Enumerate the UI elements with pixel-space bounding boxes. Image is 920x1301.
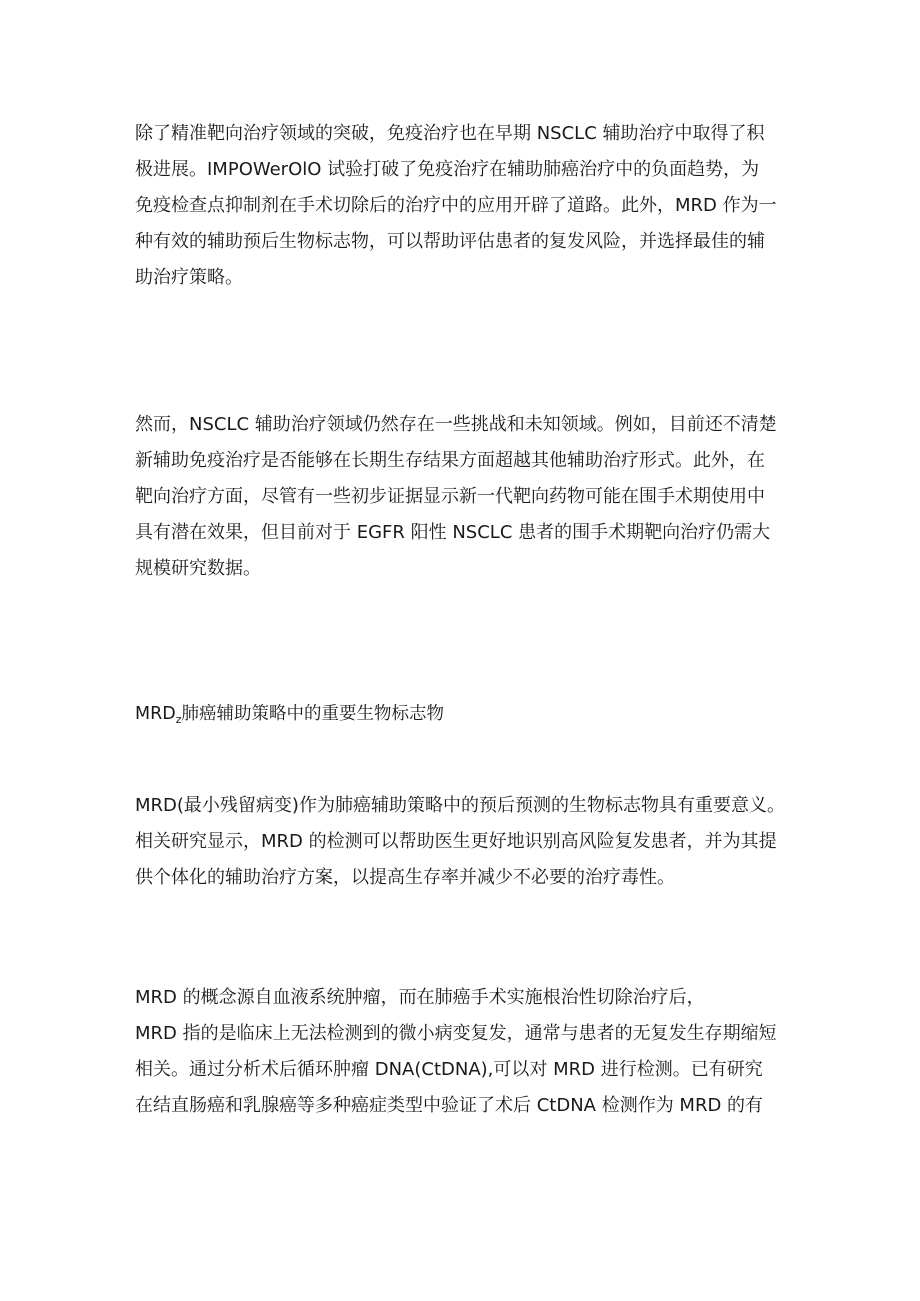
text-line: 极进展。IMPOWerOlO 试验打破了免疫治疗在辅助肺癌治疗中的负面趋势，为 [135, 159, 760, 180]
text-line: 种有效的辅助预后生物标志物，可以帮助评估患者的复发风险，并选择最佳的辅 [135, 231, 765, 252]
text-line: 在结直肠癌和乳腺癌等多种癌症类型中验证了术后 CtDNA 检测作为 MRD 的有 [135, 1095, 764, 1116]
text-line: MRD 指的是临床上无法检测到的微小病变复发，通常与患者的无复发生存期缩短 [135, 1023, 777, 1044]
text-line: 靶向治疗方面，尽管有一些初步证据显示新一代靶向药物可能在围手术期使用中 [135, 486, 765, 507]
text-line: 相关。通过分析术后循环肿瘤 DNA(CtDNA),可以对 MRD 进行检测。已有研究 [135, 1059, 763, 1080]
heading-subscript: z [175, 713, 182, 726]
heading-rest: 肺癌辅助策略中的重要生物标志物 [181, 704, 445, 724]
text-line: 然而，NSCLC 辅助治疗领域仍然存在一些挑战和未知领域。例如，目前还不清楚 [135, 414, 777, 435]
paragraph-immunotherapy [135, 116, 805, 296]
paragraph-mrd-concept [135, 980, 805, 1124]
paragraph-mrd-significance [135, 788, 805, 896]
text-line: 新辅助免疫治疗是否能够在长期生存结果方面超越其他辅助治疗形式。此外，在 [135, 450, 765, 471]
heading-line [135, 696, 805, 732]
text-line: 免疫检查点抑制剂在手术切除后的治疗中的应用开辟了道路。此外，MRD 作为一 [135, 195, 777, 216]
text-line: 供个体化的辅助治疗方案，以提高生存率并减少不必要的治疗毒性。 [135, 867, 675, 888]
text-line: 相关研究显示，MRD 的检测可以帮助医生更好地识别高风险复发患者，并为其提 [135, 831, 777, 852]
text-line: 助治疗策略。 [135, 267, 243, 288]
paragraph-challenges [135, 407, 805, 587]
text-line: MRD 的概念源自血液系统肿瘤，而在肺癌手术实施根治性切除治疗后， [135, 987, 705, 1008]
text-line: 除了精准靶向治疗领域的突破，免疫治疗也在早期 NSCLC 辅助治疗中取得了积 [135, 123, 765, 144]
text-line: 规模研究数据。 [135, 558, 261, 579]
text-line: MRD(最小残留病变)作为肺癌辅助策略中的预后预测的生物标志物具有重要意义。 [135, 795, 785, 816]
heading-prefix: MRD [135, 704, 176, 724]
section-heading [135, 696, 805, 732]
text-line: 具有潜在效果，但目前对于 EGFR 阳性 NSCLC 患者的围手术期靶向治疗仍需大 [135, 522, 771, 543]
